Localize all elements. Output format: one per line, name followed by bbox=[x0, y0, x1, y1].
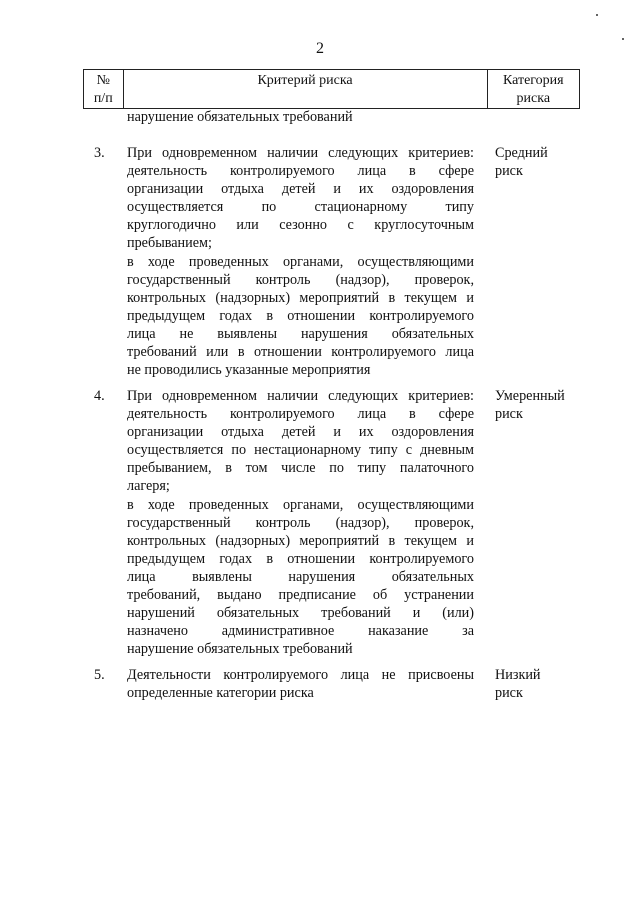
criterion-line: осуществляется по стационарному типу bbox=[127, 199, 474, 216]
category-line: риск bbox=[495, 163, 523, 180]
criterion-line: требований или в отношении контролируемого лица bbox=[127, 344, 474, 361]
continuation-text: нарушение обязательных требований bbox=[127, 109, 353, 125]
criterion-line: осуществляется по нестационарному типу с дневным bbox=[127, 442, 474, 459]
scan-speck bbox=[596, 14, 598, 16]
item-criterion bbox=[127, 387, 474, 658]
criterion-line: организации отдыха детей и их оздоровления bbox=[127, 424, 474, 441]
category-line: Низкий bbox=[495, 667, 541, 683]
item-number: 4. bbox=[94, 388, 105, 404]
header-category-line: Категория bbox=[502, 73, 564, 88]
item-category bbox=[495, 666, 585, 702]
category-line: Средний bbox=[495, 145, 548, 161]
header-category-line: риска bbox=[516, 91, 551, 106]
header-number-cell bbox=[84, 70, 124, 109]
criterion-line: деятельность контролируемого лица в сфере bbox=[127, 406, 474, 423]
criterion-line: Деятельности контролируемого лица не присвоены bbox=[127, 667, 474, 683]
item-number: 3. bbox=[94, 145, 105, 161]
criterion-line: нарушений обязательных требований и (или) bbox=[127, 605, 474, 622]
criterion-line: определенные категории риска bbox=[127, 685, 314, 702]
criterion-line: лица выявлены нарушения обязательных bbox=[127, 568, 474, 585]
criterion-line: назначено административное наказание за bbox=[127, 623, 474, 640]
criterion-line: нарушение обязательных требований bbox=[127, 641, 353, 658]
item-criterion bbox=[127, 144, 474, 379]
criterion-line: лагеря; bbox=[127, 478, 170, 495]
item-number: 5. bbox=[94, 667, 105, 683]
criterion-line: контрольных (надзорных) мероприятий в текущем и bbox=[127, 289, 474, 306]
header-criterion-cell: Критерий риска bbox=[123, 70, 487, 109]
item-category bbox=[495, 387, 585, 423]
criterion-line: не проводились указанные мероприятия bbox=[127, 362, 371, 379]
item-category bbox=[495, 144, 585, 180]
criterion-line: лица не выявлены нарушения обязательных bbox=[127, 325, 474, 342]
criterion-line: предыдущем годах в отношении контролируемого bbox=[127, 307, 474, 324]
header-category-cell bbox=[487, 70, 579, 109]
category-line: риск bbox=[495, 685, 523, 702]
item-criterion bbox=[127, 666, 474, 702]
scan-speck bbox=[622, 38, 624, 40]
criterion-line: предыдущем годах в отношении контролируемого bbox=[127, 550, 474, 567]
header-number-line: п/п bbox=[93, 91, 113, 106]
criterion-line: государственный контроль (надзор), проверок, bbox=[127, 514, 474, 531]
category-line: Умеренный bbox=[495, 388, 565, 404]
criterion-line: государственный контроль (надзор), проверок, bbox=[127, 271, 474, 288]
criterion-line: контрольных (надзорных) мероприятий в текущем и bbox=[127, 532, 474, 549]
category-line: риск bbox=[495, 406, 523, 423]
criterion-line: в ходе проведенных органами, осуществляющими bbox=[127, 253, 474, 270]
criterion-line: требований, выдано предписание об устранении bbox=[127, 587, 474, 604]
criterion-line: деятельность контролируемого лица в сфере bbox=[127, 163, 474, 180]
criterion-line: круглогодично или сезонно с круглосуточным bbox=[127, 217, 474, 234]
criterion-line: При одновременном наличии следующих критериев: bbox=[127, 145, 474, 161]
header-number-line: № bbox=[96, 73, 110, 88]
criterion-line: в ходе проведенных органами, осуществляющими bbox=[127, 496, 474, 513]
criterion-line: организации отдыха детей и их оздоровления bbox=[127, 181, 474, 198]
page-number: 2 bbox=[316, 40, 324, 57]
table-header bbox=[83, 69, 580, 109]
criterion-line: При одновременном наличии следующих критериев: bbox=[127, 388, 474, 404]
criterion-line: пребыванием, в том числе по типу палаточного bbox=[127, 460, 474, 477]
criterion-line: пребыванием; bbox=[127, 235, 212, 252]
